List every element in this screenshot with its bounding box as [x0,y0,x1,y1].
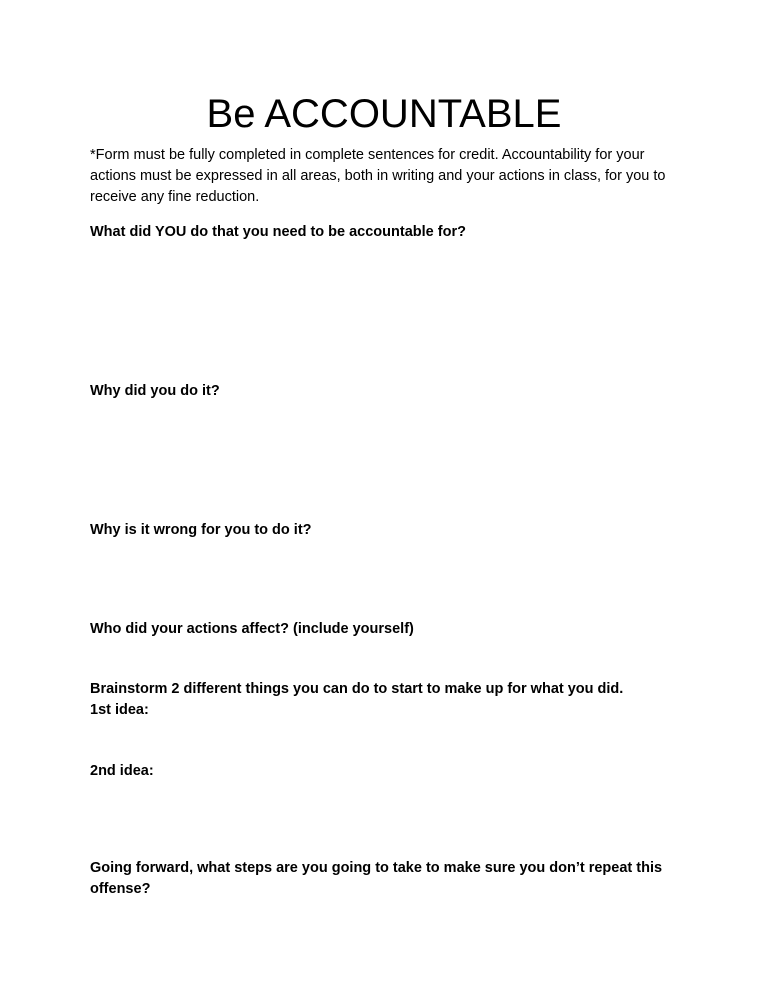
question-text: 2nd idea: [90,763,154,779]
question-why-wrong [90,520,690,541]
question-text: Brainstorm 2 different things you can do to start to make up for what you did. [90,681,624,697]
instructions-text: *Form must be fully completed in complete sentences for credit. Accountability for your actions must be expressed in all areas, both in writing and your actions in class, for you to receive any fine reduction. [90,147,666,205]
question-text: Going forward, what steps are you going to take to make sure you don’t repeat this offense? [90,860,663,897]
question-text: What did YOU do that you need to be accountable for? [90,224,466,240]
question-text: Who did your actions affect? (include yourself) [90,621,414,637]
question-accountable-for [90,222,690,243]
page-title: Be ACCOUNTABLE [206,92,562,136]
question-going-forward [90,858,670,900]
question-brainstorm [90,679,690,721]
second-idea-label [90,761,690,782]
question-who-affected [90,619,690,640]
question-why [90,381,690,402]
question-text: Why did you do it? [90,383,220,399]
first-idea-label: 1st idea: [90,702,149,718]
question-text: Why is it wrong for you to do it? [90,522,312,538]
